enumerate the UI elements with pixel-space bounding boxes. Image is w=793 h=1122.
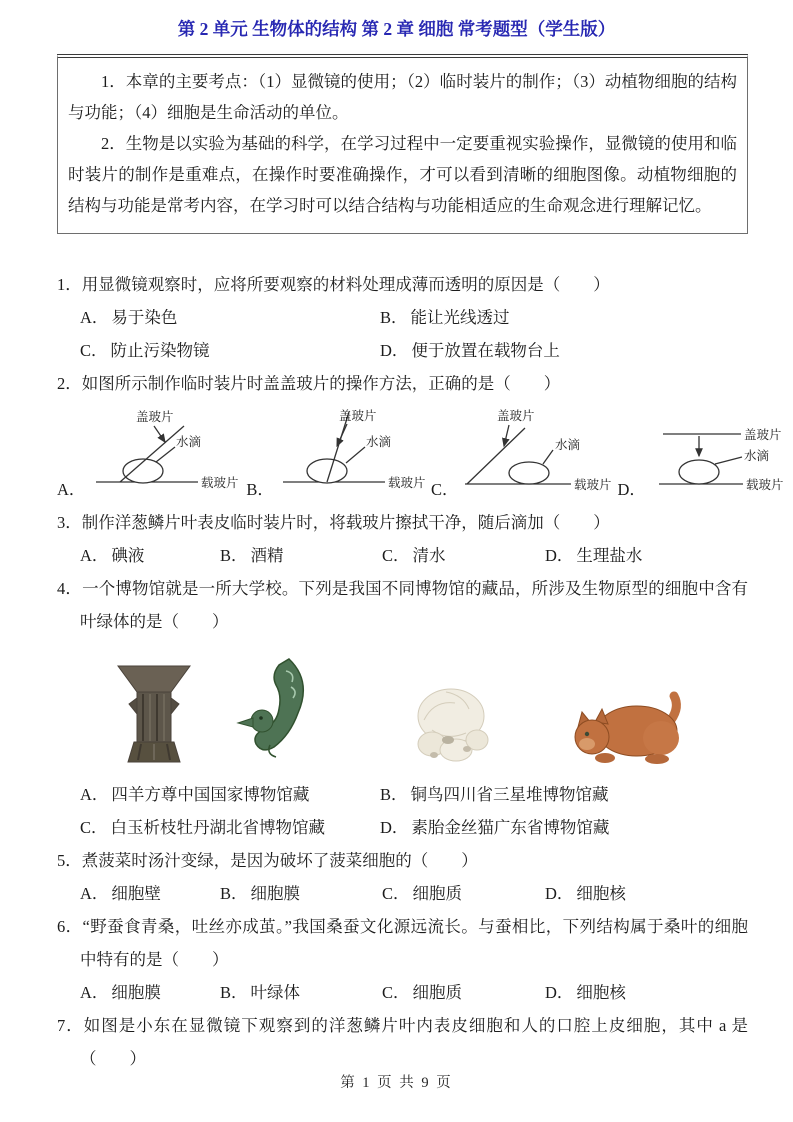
option-text: 生理盐水 [576, 546, 643, 565]
option-label: D． [380, 341, 409, 360]
question-4-text: 一个博物馆就是一所大学校。下列是我国不同博物馆的藏品，所涉及生物原型的细胞中含有叶绿体的是（ ） [80, 579, 749, 631]
questions-section [57, 268, 784, 1075]
question-3-number: 3． [57, 513, 82, 532]
option-label: C． [80, 341, 108, 360]
question-6-stem [57, 910, 748, 976]
option-label: D． [380, 818, 409, 837]
option-label: D． [545, 983, 574, 1002]
option-text: 细胞膜 [111, 983, 161, 1002]
coverslip-label: 盖玻片 [338, 409, 377, 423]
coverslip-diagram-a [57, 406, 246, 502]
option-text: 细胞质 [412, 884, 463, 903]
option-text: 防止污染物镜 [110, 341, 210, 360]
question-2-stem [57, 367, 748, 400]
diagram-d-letter: D． [617, 480, 646, 499]
option-label: B． [220, 884, 248, 903]
question-1-text: 用显微镜观察时，应将所要观察的材料处理成薄而透明的原因是（ ） [81, 275, 610, 294]
question-4-options [57, 778, 748, 844]
option-text: 碘液 [111, 546, 145, 565]
question-5-stem [57, 844, 748, 877]
question-6-option-b [220, 976, 382, 1009]
ceramic-cat-image [565, 686, 690, 770]
option-label: B． [380, 308, 408, 327]
slide-label: 载玻片 [387, 476, 426, 490]
option-label: B． [220, 546, 248, 565]
option-label: D． [545, 546, 574, 565]
coverslip-label: 盖玻片 [743, 428, 782, 442]
museum-artifact-images [84, 648, 748, 770]
option-text: 细胞质 [412, 983, 463, 1002]
bronze-vessel-image [114, 658, 194, 770]
option-text: 细胞核 [576, 884, 626, 903]
option-text: 叶绿体 [250, 983, 301, 1002]
coverslip-label: 盖玻片 [136, 410, 174, 424]
question-3-option-d [545, 539, 748, 572]
page-number: 第 1 页 共 9 页 [340, 1075, 453, 1091]
water-drop-label: 水滴 [743, 449, 769, 463]
option-label: A． [80, 546, 109, 565]
slide-label: 载玻片 [574, 478, 612, 492]
option-label: B． [220, 983, 248, 1002]
question-6-options [57, 976, 748, 1009]
question-5-text: 煮菠菜时汤汁变绿，是因为破坏了菠菜细胞的（ ） [81, 851, 478, 870]
question-3-text: 制作洋葱鳞片叶表皮临时装片时，将载玻片擦拭干净，随后滴加（ ） [81, 513, 610, 532]
diagram-a-letter: A． [57, 480, 86, 499]
question-5-option-a [80, 877, 220, 910]
option-label: A． [80, 308, 109, 327]
option-label: A． [80, 983, 109, 1002]
question-7 [57, 1009, 748, 1075]
question-6-text: “野蚕食青桑，吐丝亦成茧。”我国桑蚕文化源远流长。与蚕相比，下列结构属于桑叶的细胞中特有的是（ ） [80, 917, 748, 969]
coverslip-method-diagrams [57, 404, 784, 502]
option-label: C． [382, 983, 410, 1002]
question-5-number: 5． [57, 851, 82, 870]
option-label: A． [80, 785, 109, 804]
question-1-option-c [80, 334, 380, 367]
option-text: 白玉析枝牡丹湖北省博物馆藏 [110, 818, 326, 837]
question-7-number: 7． [57, 1016, 84, 1035]
coverslip-diagram-c [431, 406, 618, 502]
coverslip-diagram-d [617, 406, 792, 502]
option-label: C． [382, 884, 410, 903]
option-text: 素胎金丝猫广东省博物馆藏 [411, 818, 610, 837]
question-7-text: 如图是小东在显微镜下观察到的洋葱鳞片叶内表皮细胞和人的口腔上皮细胞，其中 a 是（ ） [80, 1016, 749, 1068]
question-1-number: 1． [57, 275, 82, 294]
question-6-option-a [80, 976, 220, 1009]
option-text: 细胞核 [576, 983, 626, 1002]
jade-peony-image [404, 678, 499, 770]
question-2-text: 如图所示制作临时装片时盖盖玻片的操作方法，正确的是（ ） [81, 374, 561, 393]
water-drop-label: 水滴 [176, 435, 202, 449]
question-1 [57, 268, 748, 367]
coverslip-vertical-icon [275, 406, 431, 502]
question-3-options [57, 539, 748, 572]
question-4-number: 4． [57, 579, 83, 598]
question-5-option-b [220, 877, 382, 910]
question-5-option-d [545, 877, 748, 910]
option-text: 细胞壁 [111, 884, 161, 903]
option-text: 清水 [412, 546, 446, 565]
coverslip-flat-drop-icon [647, 406, 793, 502]
coverslip-diagram-b [246, 406, 431, 502]
slide-label: 载玻片 [201, 476, 239, 490]
question-6-number: 6． [57, 917, 83, 936]
option-label: C． [382, 546, 410, 565]
question-1-option-a [80, 301, 380, 334]
option-text: 铜鸟四川省三星堆博物馆藏 [410, 785, 609, 804]
question-6-option-d [545, 976, 748, 1009]
question-6-option-c [382, 976, 545, 1009]
question-6 [57, 910, 748, 1009]
question-3-stem [57, 506, 748, 539]
coverslip-tilt-away-icon [459, 406, 617, 502]
question-4-option-a [80, 778, 380, 811]
option-text: 四羊方尊中国国家博物馆藏 [111, 785, 310, 804]
diagram-c-letter: C． [430, 480, 459, 499]
question-2 [57, 367, 784, 502]
water-drop-label: 水滴 [365, 435, 391, 449]
coverslip-tilt-on-drop-icon [86, 406, 246, 502]
diagram-b-letter: B． [246, 480, 274, 499]
question-7-stem [57, 1009, 748, 1075]
slide-label: 载玻片 [745, 478, 784, 492]
question-1-stem [57, 268, 748, 301]
question-5-option-c [382, 877, 545, 910]
option-text: 易于染色 [111, 308, 178, 327]
page-title: 第 2 单元 生物体的结构 第 2 章 细胞 常考题型（学生版） [177, 19, 616, 39]
water-drop-label: 水滴 [555, 438, 581, 452]
option-text: 便于放置在载物台上 [411, 341, 560, 360]
question-3-option-c [382, 539, 545, 572]
question-1-options [57, 301, 748, 367]
question-4-stem [57, 572, 748, 638]
key-points-box [57, 54, 748, 234]
coverslip-label: 盖玻片 [497, 409, 535, 423]
option-label: A． [80, 884, 109, 903]
question-4-option-d [380, 811, 748, 844]
question-3-option-a [80, 539, 220, 572]
option-label: D． [545, 884, 574, 903]
key-points-paragraph-1: 1．本章的主要考点：（1）显微镜的使用；（2）临时装片的制作；（3）动植物细胞的结构与功能；（4）细胞是生命活动的单位。 [68, 72, 737, 122]
question-1-option-d [380, 334, 748, 367]
question-4 [57, 572, 748, 844]
question-5-options [57, 877, 748, 910]
question-2-number: 2． [57, 374, 82, 393]
option-label: C． [80, 818, 108, 837]
option-text: 细胞膜 [250, 884, 301, 903]
question-3-option-b [220, 539, 382, 572]
option-label: B． [380, 785, 408, 804]
question-4-option-b [380, 778, 748, 811]
option-text: 酒精 [250, 546, 284, 565]
question-1-option-b [380, 301, 748, 334]
question-3 [57, 506, 748, 572]
option-text: 能让光线透过 [410, 308, 510, 327]
key-points-paragraph-2: 2．生物是以实验为基础的科学，在学习过程中一定要重视实验操作，显微镜的使用和临时装片的制作是重难点，在操作时要准确操作，才可以看到清晰的细胞图像。动植物细胞的结构与功能是常考内容，在学习时可以结合结构与功能相适应的生命观念进行理解记忆。 [68, 134, 737, 215]
question-4-option-c [80, 811, 380, 844]
question-5 [57, 844, 748, 910]
bronze-bird-image [234, 655, 322, 770]
